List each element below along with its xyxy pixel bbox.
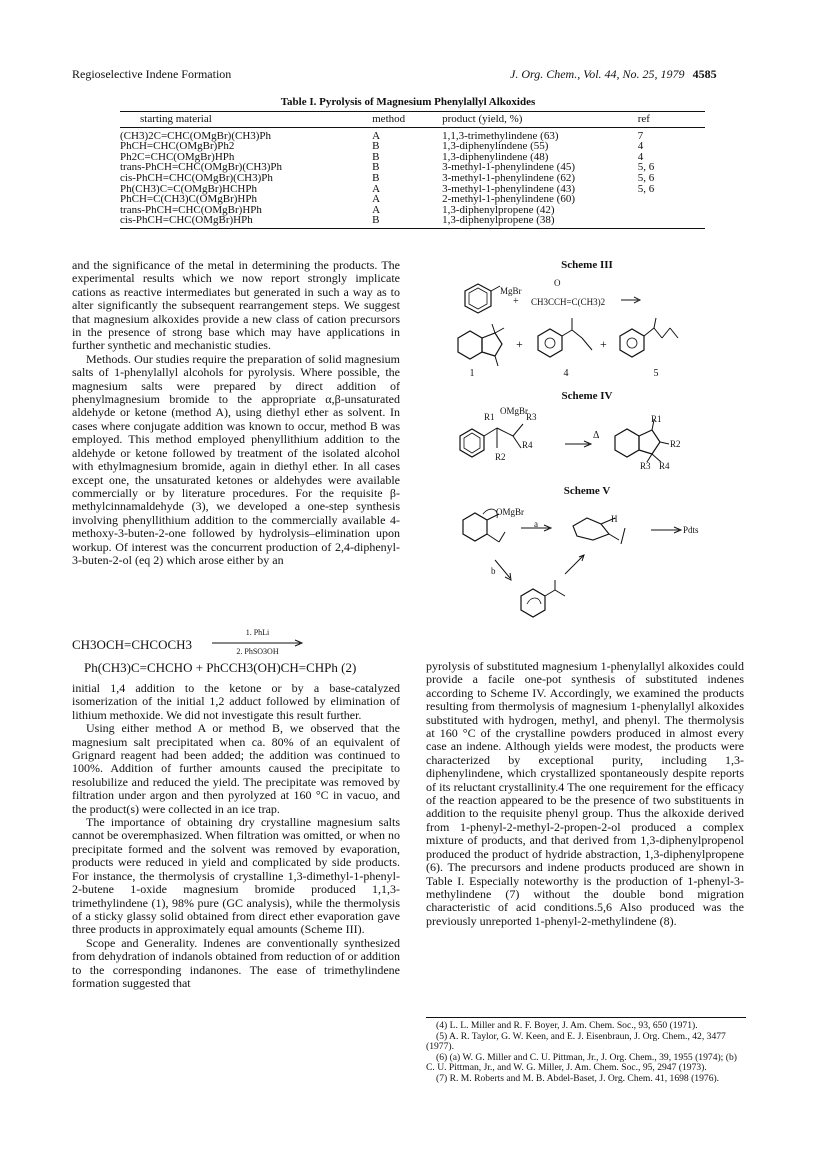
starting-material-cell: cis-PhCH=CHC(OMgBr)HPh — [120, 215, 372, 228]
compound-number: 1 — [469, 368, 475, 379]
product-cell: 1,3-diphenylpropene (38) — [442, 215, 638, 228]
product-cell: 1,3-diphenylindene (48) — [442, 150, 549, 163]
product-cell: 1,3-diphenylpropene (42) — [442, 203, 555, 216]
reagent-bottom: 2. PhSO3OH — [236, 647, 279, 656]
method-cell: B — [372, 161, 380, 174]
plus-sign: + — [513, 296, 519, 307]
scope-paragraph: Scope and Generality. Indenes are conventionally synthesized from dehydration of indanols obtained from reduction of or addition to the corresponding indanones. The ease of trimethylindene formation suggested that — [72, 935, 400, 990]
substituent-label: R3 — [526, 412, 537, 422]
starting-material-cell: PhCH=C(CH3)C(OMgBr)HPh — [120, 193, 257, 206]
column-header: ref — [638, 112, 705, 128]
ref-cell — [638, 194, 705, 205]
method-cell: A — [372, 203, 381, 216]
scheme-v-title: Scheme V — [563, 485, 611, 497]
starting-material-cell: (CH3)2C=CHC(OMgBr)(CH3)Ph — [120, 129, 272, 142]
running-title: Regioselective Indene Formation — [72, 67, 232, 81]
substituent-label: R4 — [659, 461, 670, 471]
method-cell: B — [372, 171, 380, 184]
oxygen-label: O — [554, 278, 561, 288]
scheme-iii-title: Scheme III — [561, 259, 613, 271]
substituent-label: R3 — [640, 461, 651, 471]
product-cell: 1,1,3-trimethylindene (63) — [442, 129, 559, 142]
method-cell: A — [372, 193, 381, 206]
method-cell: B — [372, 150, 380, 163]
column-header: product (yield, %) — [442, 112, 638, 128]
ref-cell — [638, 215, 705, 228]
ref-cell: 4 — [637, 150, 644, 163]
table-caption: Table I. Pyrolysis of Magnesium Phenylallyl Alkoxides — [280, 96, 536, 108]
ref-cell: 5, 6 — [637, 182, 655, 195]
method-cell: A — [372, 129, 381, 142]
footnote: (4) L. L. Miller and R. F. Boyer, J. Am. Chem. Soc., 93, 650 (1971). — [436, 1020, 698, 1031]
footnotes — [426, 1017, 746, 1085]
product-cell: 3-methyl-1-phenylindene (45) — [442, 161, 576, 174]
method-cell: B — [372, 215, 442, 228]
table-header-row — [120, 112, 705, 128]
starting-material-cell: trans-PhCH=CHC(OMgBr)HPh — [120, 203, 262, 216]
ref-cell — [638, 205, 705, 216]
scheme-iii-structures — [450, 276, 710, 386]
substituent-label: OMgBr — [500, 406, 529, 416]
product-cell: 1,3-diphenylindene (55) — [442, 140, 549, 153]
equation-products: Ph(CH3)C=CHCHO + PhCCH3(OH)CH=CHPh (2) — [84, 660, 357, 675]
arrow-icon — [210, 639, 305, 647]
ref-cell: 7 — [637, 129, 644, 142]
ref-cell: 5, 6 — [637, 171, 655, 184]
product-cell: 3-methyl-1-phenylindene (62) — [442, 171, 576, 184]
substituent-label: R1 — [484, 412, 495, 422]
reaction-arrow — [210, 628, 305, 654]
left-column-top — [72, 259, 400, 567]
scheme-iv-title: Scheme IV — [561, 390, 613, 402]
body-paragraph: and the significance of the metal in determining the products. The experimental results which we now report strongly implicate cations as reactive intermediates but generated in such a way as to alter significantly the subsequent rearrangement steps. We suggest that magnesium alkoxides provide a new class of cation precursors in the presence of strong base which may have applications in further synthetic and mechanistic studies. — [72, 258, 400, 353]
footnote: (7) R. M. Roberts and M. B. Abdel-Baset, J. Org. Chem. 41, 1698 (1976). — [436, 1072, 720, 1084]
products-label: Pdts — [683, 525, 699, 535]
reagent-top: 1. PhLi — [245, 628, 270, 637]
starting-material-cell: cis-PhCH=CHC(OMgBr)(CH3)Ph — [120, 171, 273, 184]
product-cell: 2-methyl-1-phenylindene (60) — [442, 193, 576, 206]
compound-number: 5 — [653, 368, 659, 379]
starting-material-cell: trans-PhCH=CHC(OMgBr)(CH3)Ph — [120, 161, 283, 174]
path-label: b — [491, 566, 496, 576]
arrow-icon — [620, 296, 642, 304]
starting-material-cell: Ph2C=CHC(OMgBr)HPh — [120, 150, 235, 163]
substituent-label: R2 — [670, 439, 681, 449]
left-column-bottom — [72, 682, 400, 990]
table-row — [120, 173, 705, 184]
ref-cell: 5, 6 — [637, 161, 655, 174]
substituent-label: R4 — [522, 440, 533, 450]
body-paragraph: initial 1,4 addition to the ketone or by a base-catalyzed isomerization of the initial 1,2 adduct followed by elimination of lithium methoxide. We did not investigate this result further. — [72, 681, 400, 722]
journal-citation — [510, 67, 717, 82]
path-label: a — [534, 519, 538, 529]
mgbr-label: MgBr — [500, 286, 522, 296]
body-paragraph: Using either method A or method B, we observed that the magnesium salt precipitated when ca. 80% of an equivalent of Grignard reagent had been added; the addition was continued to 100%. Addition of further amounts caused the precipitate to resolubilize and reduced the yield. The precipitate was removed by filtration under argon and then pyrolyzed at 160 °C in vacuo, and the product(s) were collected in an ice trap. — [72, 721, 400, 816]
svg-text:+: + — [516, 337, 523, 351]
mgbr-label: OMgBr — [496, 507, 525, 517]
table-row — [120, 127, 705, 141]
method-cell: A — [372, 182, 381, 195]
reagent-label: CH3CCH=C(CH3)2 — [531, 297, 606, 307]
method-cell: B — [372, 140, 380, 153]
heat-label: Δ — [593, 430, 600, 441]
body-paragraph: pyrolysis of substituted magnesium 1-phenylallyl alkoxides could provide a facile one-pot synthesis of substituted indenes according to Scheme IV. Accordingly, we examined the products resulting from thermolysis of magnesium 1-phenylallyl alkoxides substituted with hydrogen, methyl, and phenyl. The thermolysis at 160 °C of the crystalline powders produced in almost every case an indene. Although yields were modest, the products were characterized by exceptional purity, including 1,3-diphenylindene, which crystallized spontaneously despite reports of its reluctant crystallinity.4 The one requirement for the efficacy of the reaction appeared to be the presence of two substituents in addition to the requisite phenyl group. Thus the alkoxide derived from 1-phenyl-2-methyl-2-propen-2-ol produced a complex mixture of products, and that derived from 1,3-diphenylpropenol produced the product of hydride abstraction, 1,3-diphenylpropene (6). The precursors and indene products produced are shown in Table I. Especially noteworthy is the production of 1-phenyl-3-methylindene (7) without the double bond migration characteristic of acid conditions.5,6 Also produced was the previously unreported 1-phenyl-2-methylindene (8). — [426, 659, 744, 928]
substituent-label: R1 — [651, 414, 662, 424]
substituent-label: R2 — [495, 452, 506, 462]
product-cell: 3-methyl-1-phenylindene (43) — [442, 182, 576, 195]
table-row — [120, 215, 705, 228]
equation-reactant: CH3OCH=CHCOCH3 — [72, 637, 193, 652]
column-header: method — [372, 112, 442, 128]
hydrogen-label: H — [611, 514, 618, 524]
column-header: starting material — [120, 112, 372, 128]
pyrolysis-table — [120, 111, 705, 229]
right-column — [426, 660, 744, 928]
footnote: (5) A. R. Taylor, G. W. Keen, and E. J. Eisenbraun, J. Org. Chem., 42, 3477 (1977). — [426, 1030, 726, 1053]
methods-paragraph: Methods. Our studies require the preparation of solid magnesium salts of 1-phenylallyl alcohols for pyrolysis. Where possible, the magnesium salts were prepared by direct addition of phenylmagnesium bromide to the appropriate α,β-unsaturated aldehyde or ketone (method A), using diethyl ether as solvent. In cases where conjugate addition was known to occur, method B was employed. This method employed phenyllithium addition to the aldehyde or ketone followed by treatment of the isolated alcohol with ethylmagnesium bromide, again in diethyl ether. In all cases except one, the unsaturated ketones or aldehydes were available commercially or by literature procedures. For the requisite β-methylcinnamaldehyde (3), we developed a one-step synthesis involving phenyllithium addition to the commercially available 4-methoxy-3-buten-2-one followed by hydrolysis–elimination upon workup. Of interest was the concurrent production of 2,4-diphenyl-3-buten-2-ol (eq 2) which arose either by an — [72, 351, 400, 567]
journal-ref: J. Org. Chem., Vol. 44, No. 25, 1979 — [510, 67, 685, 81]
starting-material-cell: Ph(CH3)C=C(OMgBr)HCHPh — [120, 182, 257, 195]
page-number: 4585 — [692, 67, 717, 81]
scheme-v-structures — [455, 500, 725, 620]
compound-number: 4 — [563, 368, 569, 379]
footnote: (6) (a) W. G. Miller and C. U. Pittman, Jr., J. Org. Chem., 39, 1955 (1974); (b) C. U. Pittman, Jr., and W. G. Miller, J. Am. Chem. Soc., 95, 2947 (1973). — [426, 1051, 737, 1074]
body-paragraph: The importance of obtaining dry crystalline magnesium salts cannot be overemphasized. When filtration was omitted, or when no precipitate formed and the solvent was removed by evaporation, products were reduced in yield and complicated by side products. For instance, the thermolysis of crystalline 1,3-dimethyl-1-phenyl-2-butene 1-oxide magnesium bromide produced 1,1,3-trimethylindene (1), 98% pure (GC analysis), while the thermolysis of a sticky glassy solid obtained from direct ether evaporation gave three products in approximately equal amounts (Scheme III). — [72, 815, 401, 937]
ref-cell: 4 — [637, 140, 644, 153]
svg-text:+: + — [600, 337, 607, 351]
starting-material-cell: PhCH=CHC(OMgBr)Ph2 — [120, 140, 235, 153]
